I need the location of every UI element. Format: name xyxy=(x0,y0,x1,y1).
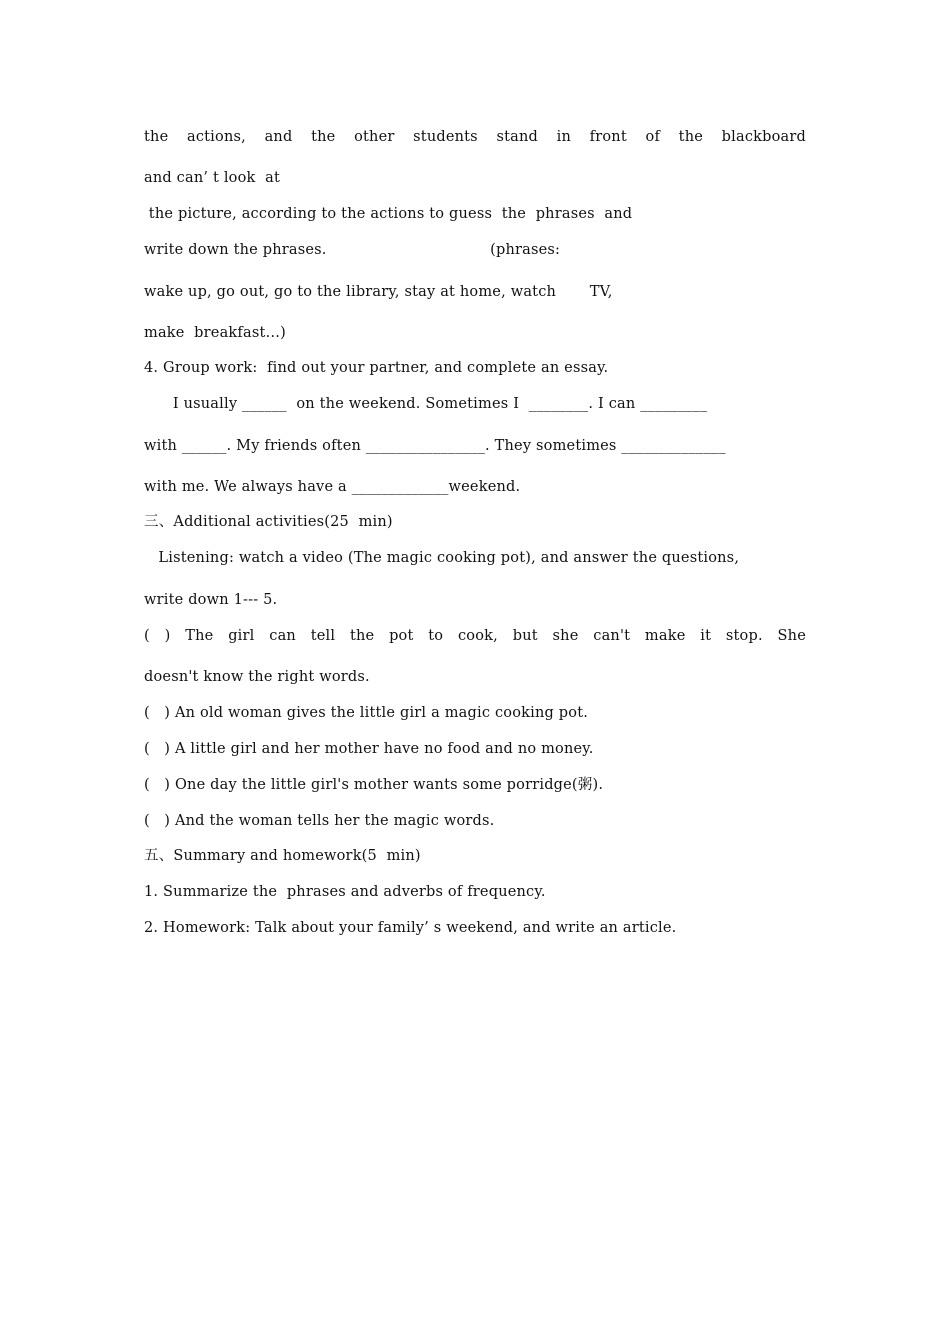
text-line: make breakfast…) xyxy=(144,325,287,341)
question-item: ( ) The girl can tell the pot to cook, but she can't make it stop. She xyxy=(144,628,806,644)
question-item: ( ) A little girl and her mother have no food and no money. xyxy=(144,741,594,757)
text-line: Listening: watch a video (The magic cooking pot), and answer the questions, xyxy=(144,550,740,566)
text-line: the actions, and the other students stand in front of the blackboard xyxy=(144,129,806,145)
text-line: write down 1--- 5. xyxy=(144,592,278,608)
question-item: ( ) An old woman gives the little girl a magic cooking pot. xyxy=(144,705,589,721)
section-heading: 三、Additional activities(25 min) xyxy=(144,514,393,530)
text-line: wake up, go out, go to the library, stay at home, watch TV, xyxy=(144,284,613,300)
section-heading: 4. Group work: find out your partner, and complete an essay. xyxy=(144,360,609,376)
essay-line: with me. We always have a _____________weekend. xyxy=(144,479,521,495)
question-item: ( ) One day the little girl's mother wants some porridge(粥). xyxy=(144,777,604,793)
text-line: and can’ t look at xyxy=(144,170,281,186)
question-item: ( ) And the woman tells her the magic words. xyxy=(144,813,495,829)
essay-line: I usually ______ on the weekend. Sometimes I ________. I can _________ xyxy=(144,396,708,412)
question-item: doesn't know the right words. xyxy=(144,669,370,685)
section-heading: 五、Summary and homework(5 min) xyxy=(144,848,421,864)
text-line: write down the phrases. (phrases: xyxy=(144,242,561,258)
text-line: the picture, according to the actions to guess the phrases and xyxy=(144,206,633,222)
text-line: 2. Homework: Talk about your family’ s weekend, and write an article. xyxy=(144,920,677,936)
essay-line: with ______. My friends often ________________. They sometimes ______________ xyxy=(144,438,726,454)
text-line: 1. Summarize the phrases and adverbs of frequency. xyxy=(144,884,546,900)
